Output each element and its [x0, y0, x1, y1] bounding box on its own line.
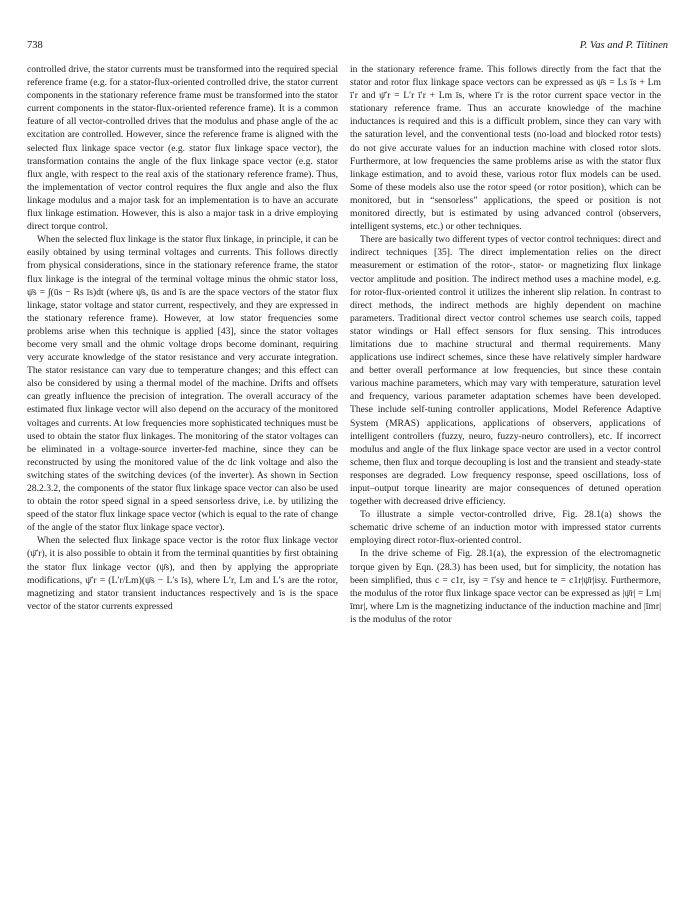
- running-header-authors: P. Vas and P. Tiitinen: [579, 40, 668, 51]
- paragraph: To illustrate a simple vector-controlled drive, Fig. 28.1(a) shows the schematic drive scheme of an induction motor with impressed stator currents employing direct rotor-flux-oriented control.: [350, 509, 661, 547]
- paragraph: In the drive scheme of Fig. 28.1(a), the expression of the electromagnetic torque given by Eqn. (28.3) has been used, but for simplicity, the notation has been simplified, thus c = c1r, isy = ī′sy and hence te = c1r|ψ̄r|isy. Furthermore, the modulus of the rotor flux linkage space vector can be expressed as |ψ̄r| = Lm|īmr|, where Lm is the magnetizing inductance of the induction machine and |īmr| is the modulus of the rotor: [350, 548, 661, 625]
- right-column: [350, 63, 661, 626]
- paragraph: There are basically two different types of vector control techniques: direct and indirect techniques [35]. The direct implementation relies on the direct measurement or estimation of the rotor-, stator- or magnetizing flux linkage vector amplitude and position. The indirect method uses a machine model, e.g. for rotor-flux-oriented control it utilizes the inherent slip relation. In contrast to direct methods, the indirect methods are highly dependent on machine parameters. Traditional direct vector control schemes use search coils, tapped stator windings or Hall effect sensors for flux sensing. This introduces limitations due to machine structural and thermal requirements. Many applications use indirect schemes, since these have relatively simpler hardware and better overall performance at low frequencies, but since these contain various machine parameters, which may vary with temperature, saturation level and frequency, various parameter adaptation schemes have been developed. These include self-tuning controller applications, Model Reference Adaptive System (MRAS) applications, applications of observers, applications of intelligent controllers (fuzzy, neuro, fuzzy-neuro controllers), etc. If incorrect modulus and angle of the flux linkage space vector are used in a vector control scheme, then flux and torque decoupling is lost and the transient and steady-state responses are degraded. Low frequency response, speed oscillations, loss of input–output torque linearity are major consequences of detuned operation together with decreased drive efficiency.: [350, 234, 661, 508]
- page-number: 738: [27, 40, 43, 51]
- paragraph: When the selected flux linkage space vector is the rotor flux linkage vector (ψ̄′r), it is also possible to obtain it from the terminal quantities by first obtaining the stator flux linkage vector (ψ̄s), and then by applying the appropriate modifications, ψ̄′r = (L′r/Lm)(ψ̄s − L′s īs), where L′r, Lm and L′s are the rotor, magnetizing and stator transient inductances respectively and īs is the space vector of the stator currents expressed: [27, 535, 338, 612]
- paragraph: in the stationary reference frame. This follows directly from the fact that the stator and rotor flux linkage space vectors can be expressed as ψ̄s = Ls īs + Lm ī′r and ψ̄′r = L′r ī′r + Lm īs, where ī′r is the rotor current space vector in the stationary reference frame. Thus an accurate knowledge of the machine inductances is required and this is a difficult problem, since they can vary with the saturation level, and the conventional tests (no-load and blocked rotor tests) do not give accurate values for an induction machine with closed rotor slots. Furthermore, at low frequencies the same problems arise as with the stator flux linkage estimation, and to avoid these, various rotor flux models can be used. Some of these models also use the rotor speed (or rotor position), which can be monitored, but in “sensorless” applications, the speed or position is not monitored directly, but is estimated by using advanced control (observers, intelligent systems, etc.) or other techniques.: [350, 64, 661, 233]
- paragraph: controlled drive, the stator currents must be transformed into the required special reference frame (e.g. for a stator-flux-oriented controlled drive, the stator current components in the stationary reference frame must be transformed into the stator current components in the stator-flux-oriented reference frame). It is a common feature of all vector-controlled drives that the modulus and phase angle of the ac excitation are controlled. However, since the reference frame is aligned with the selected flux linkage space vector (e.g. stator flux linkage space vector), the transformation contains the angle of the flux linkage space vector (e.g. stator flux angle, with respect to the real axis of the stationary reference frame). Thus, the implementation of vector control requires the flux angle and also the flux linkage modulus and a major task for an implementation is to have an accurate flux linkage estimation. However, this is also a major task in a drive employing direct torque control.: [27, 64, 338, 233]
- paragraph: When the selected flux linkage is the stator flux linkage, in principle, it can be easily obtained by using terminal voltages and currents. This follows directly from physical considerations, since in the stationary reference frame, the stator flux linkage is the integral of the terminal voltage minus the ohmic stator loss, ψ̄s = ∫(ūs − Rs īs)dt (where ψ̄s, ūs and īs are the space vectors of the stator flux linkage, stator voltage and stator current, respectively, and they are expressed in the stationary reference frame). However, at low stator frequencies some problems arise when this technique is applied [43], since the stator voltages become very small and the ohmic voltage drops become dominant, requiring very accurate knowledge of the stator resistance and very accurate integration. The stator resistance can vary due to temperature changes; and this effect can also be considered by using a thermal model of the machine. Drifts and offsets can greatly influence the precision of integration. The overall accuracy of the estimated flux linkage vector will also depend on the accuracy of the monitored voltages and currents. At low frequencies more sophisticated techniques must be used to obtain the stator flux linkages. The monitoring of the stator voltages can be eliminated in a voltage-source inverter-fed machine, since they can be reconstructed by using the monitored value of the dc link voltage and also the switching states of the switching devices (of the inverter). As shown in Section 28.2.3.2, the components of the stator flux linkage space vector can also be used to obtain the rotor speed signal in a speed sensorless drive, i.e. by utilizing the speed of the stator flux linkage space vector (which is equal to the rate of change of the angle of the stator flux linkage space vector).: [27, 234, 338, 534]
- left-column: [27, 63, 338, 613]
